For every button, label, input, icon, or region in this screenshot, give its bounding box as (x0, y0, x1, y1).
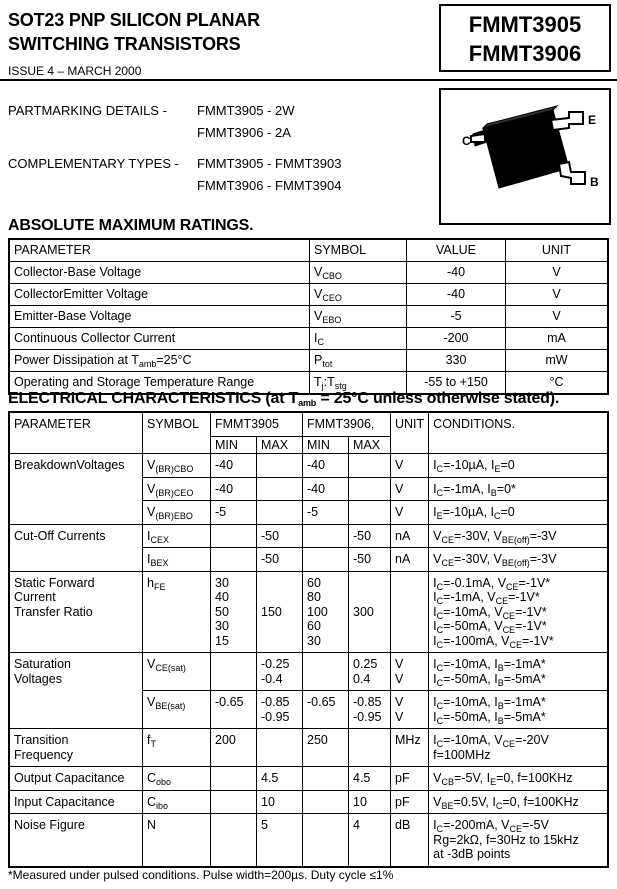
partmarking-label: PARTMARKING DETAILS - (8, 103, 167, 118)
table-row: Operating and Storage Temperature Range $T_j:T_{stg}$ -55 to +150 °C (9, 372, 608, 395)
part-number-box: FMMT3905 FMMT3906 (439, 4, 611, 72)
document-title: SOT23 PNP SILICON PLANAR SWITCHING TRANSISTORS (8, 10, 260, 54)
table-row: $V_{(BR)CEO}$ -40 -40 V $I_C=-1mA$, $I_B=0*$ (9, 477, 608, 501)
table-row: $V_{BE(sat)}$ -0.65 -0.85 -0.95 -0.65 -0.85 -0.95 V V $I_C=-10mA$, $I_B=-1mA*$ $I_C=-50mA$, $I_B=-5mA*$ (9, 691, 608, 729)
package-drawing (439, 88, 611, 225)
table-header-row: MIN MAX MIN MAX (9, 436, 608, 454)
table-row: Static Forward Current Transfer Ratio $h_{FE}$ 30 40 50 30 15 150 60 80 100 60 30 300 $I_C=-0.1mA$, $V_{CE}=-1V*$ $I_C=-1mA$, $V_{CE}=-1V*$ $I_C=-10mA$, $V_{CE}=-1V*$ $I_C=-50mA$, $V_{CE}=-1V*$ $I_C=-100mA$, $V_{CE}=-1V*$ (9, 571, 608, 653)
table-row: Cut-Off Currents $I_{CEX}$ -50 -50 nA $V_{CE}=-30V$, $V_{BE(off)}=-3V$ (9, 524, 608, 548)
table-row: Emitter-Base Voltage $V_{EBO}$ -5 V (9, 306, 608, 328)
svg-text:E: E (588, 113, 597, 127)
absolute-maximum-ratings-table (8, 238, 609, 395)
table-row: Input Capacitance $C_{ibo}$ 10 10 pF $V_{BE}=0.5V$, $I_C=0$, f=100KHz (9, 790, 608, 814)
footnote: *Measured under pulsed conditions. Pulse width=200µs. Duty cycle ≤1% (8, 868, 394, 882)
ec-section-title: ELECTRICAL CHARACTERISTICS (at $T_{amb} = 25^\circ C$ unless otherwise stated). (8, 390, 560, 408)
table-row: CollectorEmitter Voltage $V_{CEO}$ -40 V (9, 284, 608, 306)
table-row: Noise Figure N 5 4 dB $I_C=-200mA$, $V_{CE}=-5V$ Rg=2kΩ, f=30Hz to 15kHz at -3dB points (9, 814, 608, 867)
svg-text:C: C (462, 134, 471, 148)
complementary-values: FMMT3905 - FMMT3903 FMMT3906 - FMMT3904 (197, 156, 342, 193)
table-row: BreakdownVoltages $V_{(BR)CBO}$ -40 -40 V $I_C=-10\mu A$, $I_E=0$ (9, 454, 608, 478)
partmarking-values: FMMT3905 - 2W FMMT3906 - 2A (197, 103, 295, 140)
table-row: Continuous Collector Current $I_C$ -200 mA (9, 328, 608, 350)
complementary-label: COMPLEMENTARY TYPES - (8, 156, 179, 171)
issue-date: ISSUE 4 – MARCH 2000 (8, 64, 142, 78)
table-header-row: PARAMETER SYMBOL FMMT3905 FMMT3906, UNIT CONDITIONS. (9, 412, 608, 436)
table-row: Transition Frequency $f_T$ 200 250 MHz $I_C=-10mA$, $V_{CE}=-20V$ f=100MHz (9, 729, 608, 767)
table-row: $I_{BEX}$ -50 -50 nA $V_{CE}=-30V$, $V_{BE(off)}=-3V$ (9, 548, 608, 572)
table-row: $V_{(BR)EBO}$ -5 -5 V $I_E=-10\mu A$, $I_C=0$ (9, 501, 608, 525)
table-header-row: PARAMETER SYMBOL VALUE UNIT (9, 239, 608, 262)
amr-section-title: ABSOLUTE MAXIMUM RATINGS. (8, 217, 254, 234)
table-row: Saturation Voltages $V_{CE(sat)}$ -0.25 -0.4 0.25 0.4 V V $I_C=-10mA$, $I_B=-1mA*$ $I_C=-50mA$, $I_B=-5mA*$ (9, 653, 608, 691)
table-row: Power Dissipation at $T_{amb}=25^\circ C$ $P_{tot}$ 330 mW (9, 350, 608, 372)
table-row: Collector-Base Voltage $V_{CBO}$ -40 V (9, 262, 608, 284)
sot23-package-icon (441, 90, 609, 223)
table-row: Output Capacitance $C_{obo}$ 4.5 4.5 pF $V_{CB}=-5V$, $I_E=0$, f=100KHz (9, 767, 608, 791)
svg-text:B: B (590, 175, 599, 189)
divider (0, 79, 617, 81)
electrical-characteristics-table (8, 411, 609, 868)
